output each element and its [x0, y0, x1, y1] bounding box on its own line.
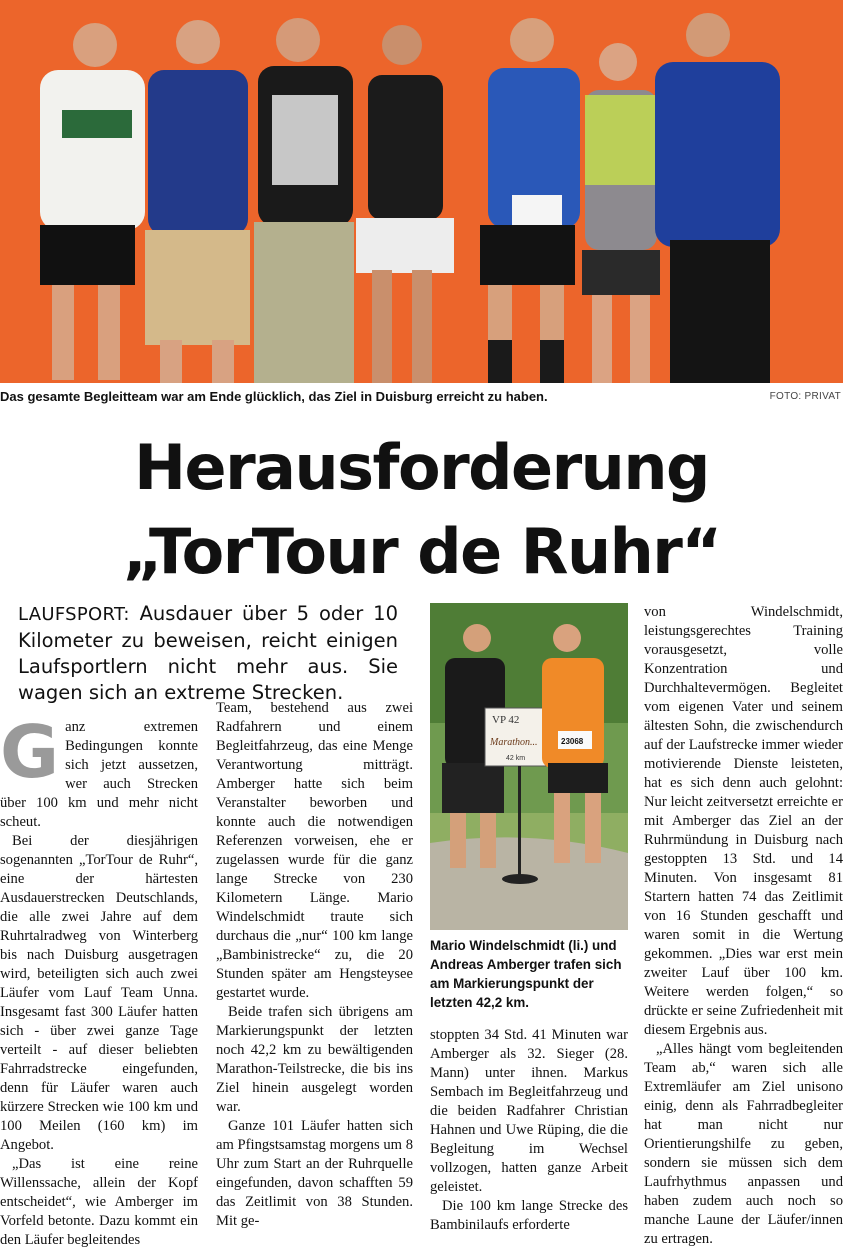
article-column-4: [644, 603, 843, 1249]
col4-paragraph-1: von Windelschmidt, leistungsgerechtes Training vorausgesetzt, volle Konzentration und Durchhaltevermögen. Begleitet vom eigenen Vater und seinem ältesten Sohn, die zwischendurch auf der Laufstrecke immer wieder motivierende Dienste leisteten, hat es sich denn auch gelohnt: Nur leicht zeitversetzt erreichte er mit Amberger das Ziel an der Ruhrmündung in Duisburg nach gestoppten 13 Std. und 14 Minuten. Von insgesamt 81 Startern hatten 74 das Zeitlimit von 16 Stunden geschafft und waren somit in die Wertung gekommen. „Dies war erst mein zweiter Lauf über 100 km. Weitere werden folgen,“ so drückte er seine Zufriedenheit mit diesem Ergebnis aus.: [644, 604, 843, 1038]
lead-kicker: LAUFSPORT:: [18, 604, 130, 625]
runner-bib: 23068: [561, 737, 584, 746]
col2-paragraph-3: Ganze 101 Läufer hatten sich am Pfingstsamstag morgens um 8 Uhr zum Start an der Ruhrquelle eingefunden, davon schafften 59 das Zeitlimit von 38 Stunden. Mit ge-: [216, 1118, 413, 1229]
runners-photo-illustration: [430, 603, 628, 930]
headline: [0, 426, 843, 594]
runners-photo: [430, 603, 628, 930]
col2-paragraph-2: Beide trafen sich übrigens am Markierungspunkt der letzten noch 42,2 km zu bewältigenden Marathon-Teilstrecke, die bis ins Ziel hinein ausgelegt worden war.: [216, 1004, 413, 1115]
group-photo-illustration: [0, 0, 843, 383]
sign-km: 42 km: [506, 755, 526, 762]
group-photo: [0, 0, 843, 383]
headline-line-1: Herausforderung: [134, 431, 709, 504]
headline-line-2: „TorTour de Ruhr“: [122, 515, 721, 588]
runners-photo-caption: Mario Windelschmidt (li.) und Andreas Amberger trafen sich am Markierungspunkt der letzten 42,2 km.: [430, 938, 622, 1010]
person-2: [145, 20, 250, 383]
person-7: [655, 13, 780, 383]
col3-paragraph-2: Die 100 km lange Strecke des Bambinilaufs erforderte: [430, 1198, 628, 1233]
drop-cap: G: [0, 710, 60, 794]
col1-paragraph-2: Bei der diesjährigen sogenannten „TorTour de Ruhr“, eine der härtesten Ausdauerstrecken Deutschlands, die alle zwei Jahre auf dem Ruhrtalradweg von Winterberg bis nach Duisburg ausgetragen wird, beteiligten sich auch zwei Läufer vom Lauf Team Unna. Insgesamt fast 300 Läufer hatten sich - über zwei ganze Tage verteilt - auf dieser beliebten Fahrradstrecke eingefunden, denn für Läufer waren auch kürzere Strecken wie 100 km und 100 Meilen (160 km) im Angebot.: [0, 833, 198, 1153]
col4-paragraph-2: „Alles hängt vom begleitenden Team ab,“ waren sich alle Extremläufer am Ziel unisono einig, denn als Fahrradbegleiter hat man nicht nur Orientierungshilfe zu geben, sondern sie müssen sich dem Laufrhythmus anpassen und haben zudem auch noch so manche Laune der Läufer/innen zu ertragen.: [644, 1041, 843, 1247]
lead-text: Ausdauer über 5 oder 10 Kilometer zu beweisen, reicht einigen Laufsportlern nicht mehr aus. Sie wagen sich an extreme Strecken.: [18, 602, 398, 704]
sign-word: Marathon...: [490, 737, 538, 748]
photo-caption: Das gesamte Begleitteam war am Ende glücklich, das Ziel in Duisburg erreicht zu haben.: [0, 389, 548, 404]
article-column-2: [216, 699, 413, 1231]
photo-credit: FOTO: PRIVAT: [769, 391, 841, 402]
article-column-3: [430, 1026, 628, 1235]
sign-title: VP 42: [492, 714, 520, 726]
article-column-1: [0, 710, 198, 1250]
col3-paragraph-1: stoppten 34 Std. 41 Minuten war Amberger als 32. Sieger (28. Mann) unter ihnen. Markus Sembach im Begleitfahrzeug und die beiden Radfahrer Christian Hahnen und Uwe Rüping, die die Begleitung im Wechsel vollzogen, hatten ganze Arbeit geleistet.: [430, 1027, 628, 1195]
col1-paragraph-1: anz extremen Bedingungen konnte sich jetzt aussetzen, wer auch Strecken über 100 km und mehr nicht scheut.: [0, 719, 198, 830]
person-3: [254, 18, 354, 383]
lead-paragraph: [18, 601, 398, 706]
col2-paragraph-1: Team, bestehend aus zwei Radfahrern und einem Begleitfahrzeug, das eine Menge Verantwortung mitträgt. Amberger hatte sich beim Veranstalter beworben und konnte auch die notwendigen Referenzen vorweisen, ehe er zugelassen wurde für die ganz lange Strecke von 230 Kilometern Länge. Mario Windelschmidt traute sich durchaus die „nur“ 100 km lange „Bambinistrecke“ zu, die 20 Stunden später am Hengsteysee gestartet wurde.: [216, 700, 413, 1001]
col1-paragraph-3: „Das ist eine reine Willenssache, allein der Kopf entscheidet“, wie Amberger im Vorfeld betonte. Dazu kommt ein den Läufer begleitendes: [0, 1156, 198, 1248]
